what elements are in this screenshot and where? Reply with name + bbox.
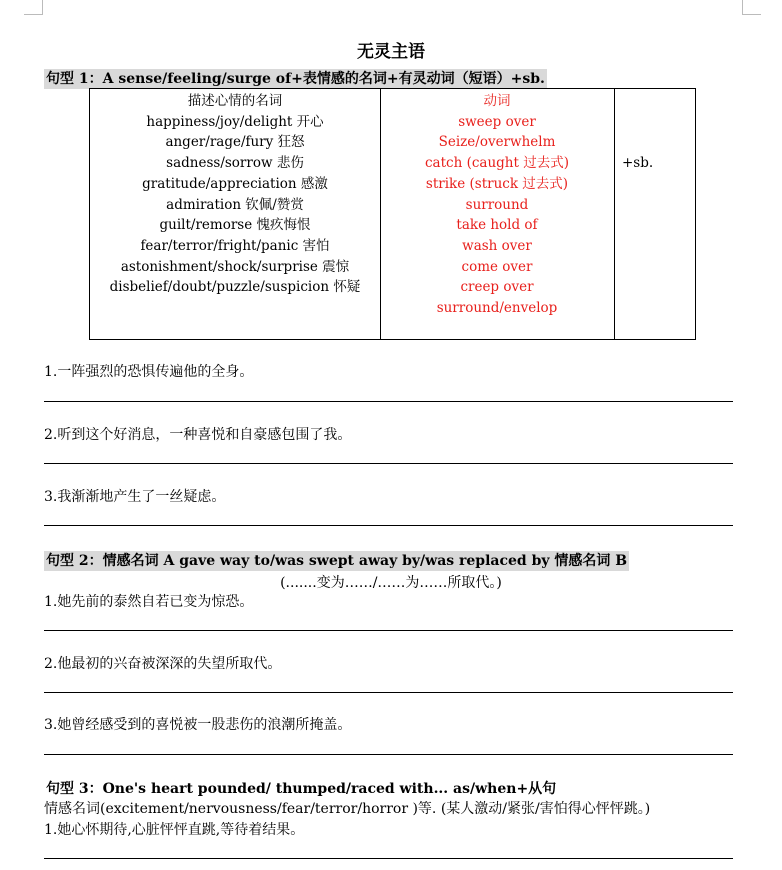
list-item: take hold of (456, 217, 538, 234)
list-item: catch (caught 过去式) (425, 155, 569, 172)
exercise-prompt: 2.听到这个好消息，一种喜悦和自豪感包围了我。 (44, 427, 352, 443)
exercise-prompt: 1.她先前的泰然自若已变为惊恐。 (44, 594, 254, 610)
answer-line[interactable] (44, 692, 733, 693)
table-divider (614, 89, 615, 339)
list-item: guilt/remorse 愧疚悔恨 (159, 217, 311, 234)
list-item: anger/rage/fury 狂怒 (165, 134, 305, 151)
list-item: strike (struck 过去式) (425, 175, 569, 192)
answer-line[interactable] (44, 754, 733, 755)
section3-note: 情感名词(excitement/nervousness/fear/terror/horror )等. (某人激动/紧张/害怕得心怦怦跳。) (44, 801, 651, 817)
verbs-column (380, 91, 614, 319)
list-item: wash over (462, 237, 532, 254)
column-header: 动词 (483, 93, 511, 109)
object-column: +sb. (622, 155, 654, 171)
list-item: astonishment/shock/surprise 震惊 (120, 258, 350, 275)
list-item: surround (465, 196, 529, 213)
list-item: surround/envelop (436, 300, 558, 317)
exercise-prompt: 2.他最初的兴奋被深深的失望所取代。 (44, 656, 282, 672)
answer-line[interactable] (44, 858, 733, 859)
list-item: fear/terror/fright/panic 害怕 (140, 237, 330, 254)
page-corner-mark (742, 0, 761, 15)
section2-heading: 句型 2：情感名词 A gave way to/was swept away by/was replaced by 情感名词 B (46, 553, 628, 569)
exercise-prompt: 3.她曾经感受到的喜悦被一股悲伤的浪潮所掩盖。 (44, 717, 352, 733)
answer-line[interactable] (44, 525, 733, 526)
list-item: Seize/overwhelm (438, 134, 556, 151)
list-item: creep over (460, 279, 534, 296)
answer-line[interactable] (44, 630, 733, 631)
list-item: admiration 钦佩/赞赏 (166, 196, 304, 213)
list-item: gratitude/appreciation 感激 (142, 175, 328, 192)
section3-heading: 句型 3：One's heart pounded/ thumped/raced with... as/when+从句 (46, 781, 557, 797)
emotion-nouns-column (90, 91, 380, 298)
list-item: sweep over (458, 113, 536, 130)
list-item: come over (461, 258, 533, 275)
list-item: happiness/joy/delight 开心 (146, 113, 324, 130)
answer-line[interactable] (44, 463, 733, 464)
exercise-prompt: 1.她心怀期待,心脏怦怦直跳,等待着结果。 (44, 822, 305, 838)
page-corner-mark (24, 0, 43, 15)
section2-note: (.......变为……/……为……所取代。) (280, 575, 502, 591)
exercise-prompt: 1.一阵强烈的恐惧传遍他的全身。 (44, 364, 254, 380)
list-item: sadness/sorrow 悲伤 (166, 155, 304, 172)
exercise-prompt: 3.我渐渐地产生了一丝疑虑。 (44, 489, 226, 505)
vocabulary-table (89, 88, 696, 340)
list-item: disbelief/doubt/puzzle/suspicion 怀疑 (109, 279, 361, 296)
answer-line[interactable] (44, 401, 733, 402)
column-header: 描述心情的名词 (187, 93, 283, 109)
page-title: 无灵主语 (357, 42, 425, 62)
section1-heading: 句型 1：A sense/feeling/surge of+表情感的名词+有灵动词（短语）+sb. (46, 71, 545, 87)
